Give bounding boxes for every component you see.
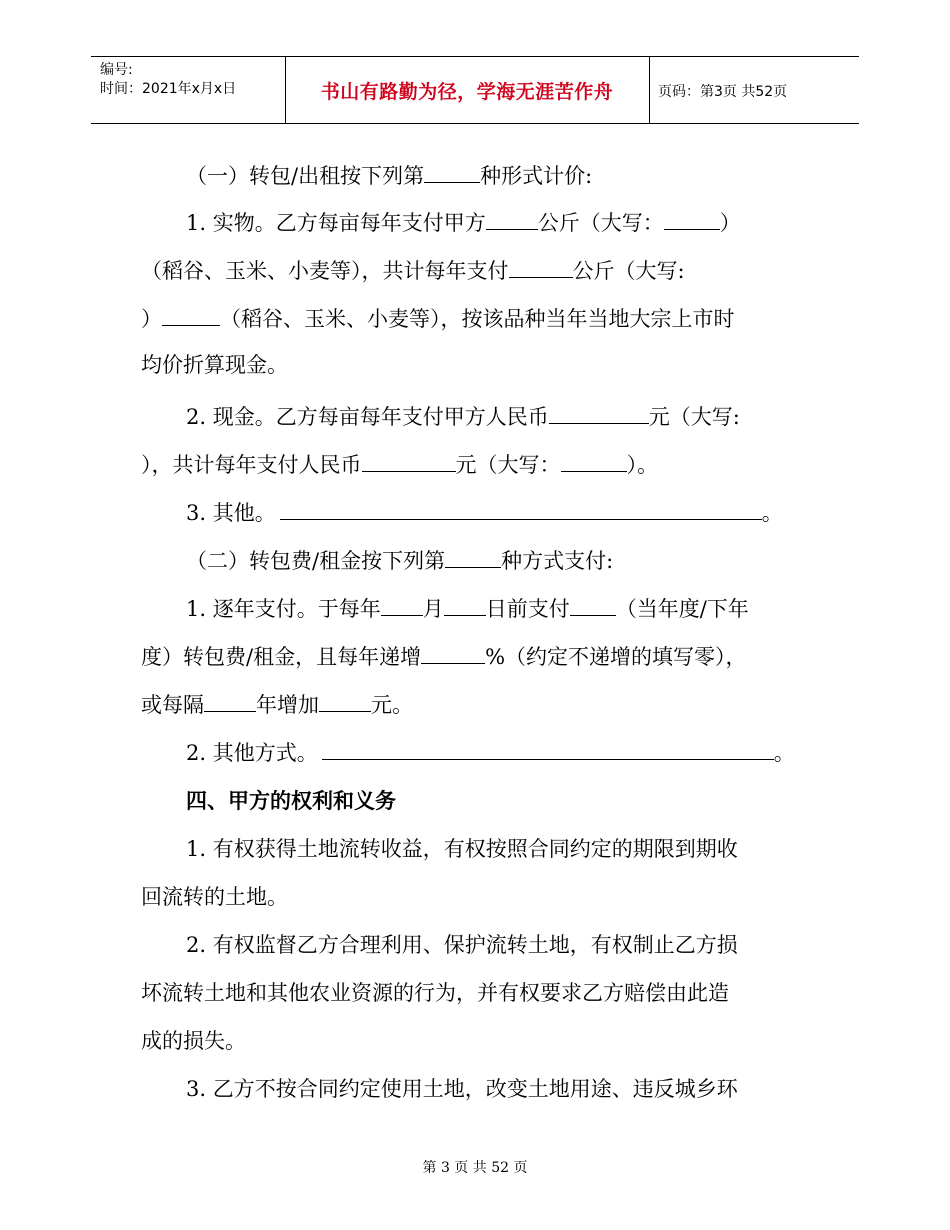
- text: 均价折算现金。: [141, 353, 288, 377]
- text: 种方式支付:: [501, 549, 614, 573]
- header-divider: [649, 57, 650, 123]
- paragraph-line: 成的损失。: [141, 1029, 246, 1053]
- text: 。: [761, 501, 783, 525]
- blank-field[interactable]: [509, 255, 573, 278]
- clause-annual-payment-cont: [141, 641, 747, 671]
- text: 年增加: [256, 693, 319, 717]
- clause-annual-payment: [186, 593, 749, 623]
- clause-cash: [186, 401, 740, 431]
- blank-field[interactable]: [444, 593, 486, 616]
- header-motto: 书山有路勤为径，学海无涯苦作舟: [320, 80, 614, 103]
- clause-payment-method: [186, 545, 613, 575]
- text: 或每隔: [141, 693, 204, 717]
- paragraph-line: 回流转的土地。: [141, 885, 288, 909]
- clause-in-kind-cont: [141, 351, 288, 379]
- document-header: [91, 56, 859, 124]
- text: 种形式计价:: [480, 164, 593, 188]
- clause-pricing-form: [186, 160, 592, 190]
- serial-number-label: 编号:: [100, 62, 133, 78]
- page-footer: 第 3 页 共 52 页: [422, 1160, 528, 1176]
- blank-field[interactable]: [424, 160, 480, 183]
- text: （稻谷、玉米、小麦等），共计每年支付: [141, 259, 509, 283]
- text: 3. 其他。: [186, 501, 276, 525]
- date-label: 时间：2021年x月x日: [100, 81, 237, 97]
- text: 2. 现金。乙方每亩每年支付甲方人民币: [186, 405, 549, 429]
- blank-field[interactable]: [421, 641, 485, 664]
- header-meta: [100, 61, 236, 99]
- clause-in-kind-cont: [141, 303, 735, 333]
- section-heading: 四、甲方的权利和义务: [186, 789, 396, 813]
- text: 公斤（大写:: [572, 259, 685, 283]
- blank-field[interactable]: [322, 737, 774, 760]
- text: （稻谷、玉米、小麦等），按该品种当年当地大宗上市时: [220, 307, 735, 331]
- clause-other-method: [186, 737, 795, 767]
- text: 1. 逐年支付。于每年: [186, 597, 381, 621]
- blank-field[interactable]: [486, 207, 538, 230]
- header-page-code: 页码：第3页 共52页: [658, 84, 788, 100]
- clause-in-kind-cont: [141, 255, 685, 285]
- text: 。: [773, 741, 795, 765]
- text: 公斤（大写：: [537, 211, 664, 235]
- blank-field[interactable]: [362, 449, 456, 472]
- paragraph-line: 坏流转土地和其他农业资源的行为，并有权要求乙方赔偿由此造: [141, 981, 729, 1005]
- paragraph-line: 1. 有权获得土地流转收益，有权按照合同约定的期限到期收: [186, 837, 738, 861]
- blank-field[interactable]: [381, 593, 423, 616]
- text: 1. 实物。乙方每亩每年支付甲方: [186, 211, 486, 235]
- text: %（约定不递增的填写零），: [485, 645, 747, 669]
- text: 元（大写：: [455, 453, 561, 477]
- clause-in-kind: [186, 207, 741, 237]
- clause-other: [186, 497, 783, 527]
- paragraph-line: 2. 有权监督乙方合理利用、保护流转土地，有权制止乙方损: [186, 933, 738, 957]
- blank-field[interactable]: [162, 303, 220, 326]
- text: 日前支付: [485, 597, 570, 621]
- clause-annual-payment-cont: [141, 689, 413, 719]
- text: 月: [422, 597, 444, 621]
- blank-field[interactable]: [319, 689, 371, 712]
- text: ），共计每年支付人民币: [141, 453, 362, 477]
- blank-field[interactable]: [570, 593, 616, 616]
- text: （二）转包费/租金按下列第: [186, 549, 446, 573]
- blank-field[interactable]: [280, 497, 762, 520]
- text: 元（大写:: [648, 405, 740, 429]
- text: 度）转包费/租金，且每年递增: [141, 645, 422, 669]
- text: ）。: [626, 453, 658, 477]
- text: 元。: [371, 693, 413, 717]
- blank-field[interactable]: [549, 401, 649, 424]
- blank-field[interactable]: [561, 449, 627, 472]
- blank-field[interactable]: [445, 545, 501, 568]
- clause-cash-cont: [141, 449, 658, 479]
- text: （当年度/下年: [615, 597, 749, 621]
- blank-field[interactable]: [664, 207, 720, 230]
- text: （一）转包/出租按下列第: [186, 164, 425, 188]
- text: ）: [141, 307, 162, 331]
- blank-field[interactable]: [204, 689, 256, 712]
- text: ）: [719, 211, 741, 235]
- paragraph-line: 3. 乙方不按合同约定使用土地，改变土地用途、违反城乡环: [186, 1077, 738, 1101]
- text: 2. 其他方式。: [186, 741, 318, 765]
